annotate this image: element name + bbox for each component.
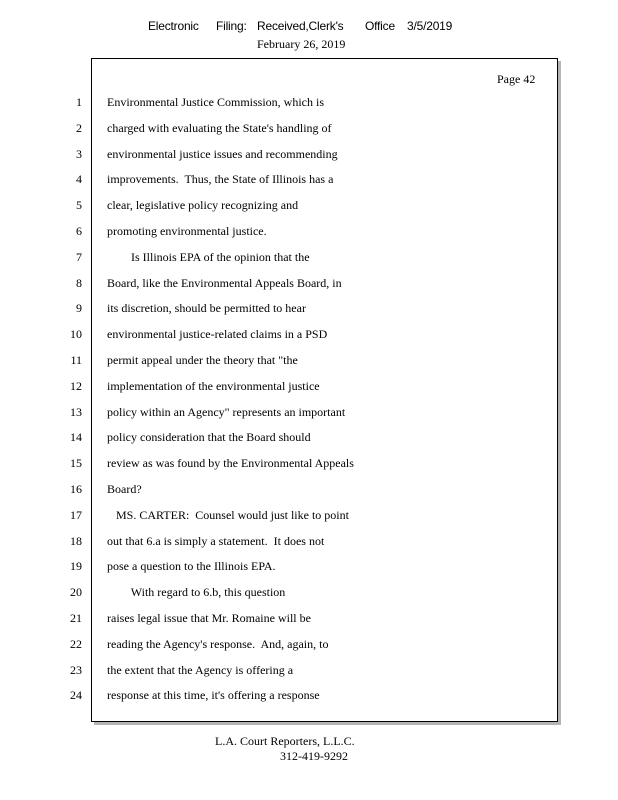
page-number: Page 42 (497, 72, 536, 86)
line-number: 24 (70, 688, 82, 703)
line-number: 5 (76, 198, 82, 213)
transcript-line (0, 352, 618, 368)
transcript-line (0, 610, 618, 626)
line-number: 4 (76, 172, 82, 187)
line-text: its discretion, should be permitted to hear (107, 301, 306, 316)
transcript-line (0, 171, 618, 187)
transcript-line (0, 249, 618, 265)
line-number: 16 (70, 482, 82, 496)
line-number: 8 (76, 275, 82, 290)
transcript-line (0, 275, 618, 291)
transcript-line (0, 507, 618, 523)
line-text: Board, like the Environmental Appeals Board, in (107, 275, 342, 290)
stamp-filing: Filing: (216, 19, 247, 33)
footer-reporter: L.A. Court Reporters, L.L.C. (215, 734, 355, 748)
transcript-line (0, 197, 618, 213)
line-number: 3 (76, 146, 82, 161)
line-text: pose a question to the Illinois EPA. (107, 559, 276, 574)
line-text: clear, legislative policy recognizing and (107, 198, 299, 213)
line-number: 23 (70, 662, 82, 677)
transcript-line (0, 687, 618, 703)
transcript-line (0, 429, 618, 445)
line-text: the extent that the Agency is offering a (107, 662, 294, 677)
line-text: improvements. Thus, the State of Illinois has a (107, 172, 334, 187)
line-text: MS. CARTER: Counsel would just like to point (107, 507, 349, 522)
line-number: 6 (76, 224, 82, 238)
transcript-line (0, 636, 618, 652)
line-number: 15 (70, 456, 82, 471)
line-text: policy consideration that the Board should (107, 430, 311, 445)
line-text: environmental justice issues and recommending (107, 146, 338, 161)
stamp-received-clerks: Received,Clerk's (257, 19, 344, 33)
line-number: 11 (70, 353, 82, 367)
line-text: Board? (107, 482, 142, 496)
line-number: 22 (70, 636, 82, 651)
line-text: With regard to 6.b, this question (107, 585, 286, 600)
transcript-line (0, 662, 618, 678)
footer-phone: 312-419-9292 (280, 749, 348, 763)
transcript-line (0, 120, 618, 136)
transcript-line (0, 584, 618, 600)
line-number: 21 (70, 611, 82, 625)
line-number: 17 (70, 507, 82, 522)
transcript-line (0, 94, 618, 110)
transcript-line (0, 404, 618, 420)
line-number: 18 (70, 533, 82, 548)
line-number: 20 (70, 585, 82, 600)
transcript-line (0, 455, 618, 471)
line-text: policy within an Agency" represents an important (107, 404, 346, 419)
line-text: permit appeal under the theory that "the (107, 353, 298, 367)
stamp-date: 3/5/2019 (407, 19, 453, 33)
line-number: 19 (70, 559, 82, 574)
line-text: promoting environmental justice. (107, 224, 267, 238)
line-text: review as was found by the Environmental Appeals (107, 456, 354, 471)
line-number: 7 (76, 249, 82, 264)
line-text: charged with evaluating the State's handling of (107, 120, 332, 135)
line-text: environmental justice-related claims in a PSD (107, 327, 328, 342)
line-text: raises legal issue that Mr. Romaine will be (107, 611, 311, 625)
transcript-line (0, 146, 618, 162)
line-number: 13 (70, 404, 82, 419)
transcript-line (0, 558, 618, 574)
line-number: 12 (70, 378, 82, 393)
transcript-line (0, 300, 618, 316)
transcript-line (0, 378, 618, 394)
stamp-office: Office (365, 19, 395, 33)
transcript-line (0, 481, 618, 497)
line-number: 2 (76, 120, 82, 135)
line-number: 1 (76, 95, 82, 109)
line-text: Is Illinois EPA of the opinion that the (107, 249, 310, 264)
line-text: out that 6.a is simply a statement. It does not (107, 533, 325, 548)
transcript-line (0, 223, 618, 239)
transcript-line (0, 533, 618, 549)
filing-date: February 26, 2019 (257, 37, 346, 51)
line-text: implementation of the environmental justice (107, 378, 320, 393)
line-number: 9 (76, 301, 82, 316)
line-number: 10 (70, 327, 82, 342)
line-text: Environmental Justice Commission, which is (107, 95, 324, 109)
line-text: response at this time, it's offering a response (107, 688, 320, 703)
stamp-electronic: Electronic (148, 19, 199, 33)
transcript-line (0, 326, 618, 342)
line-text: reading the Agency's response. And, again, to (107, 636, 329, 651)
line-number: 14 (70, 430, 82, 445)
